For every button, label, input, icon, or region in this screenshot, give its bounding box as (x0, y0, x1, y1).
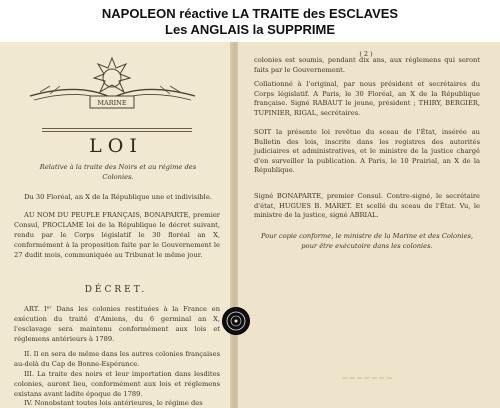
right-paragraph-3: SOIT la présente loi revêtue du sceau de l'État, insérée au Bulletin des lois, inscrite dans les registres des autorités judiciaires et administratives, et le ministre de la justice chargé d'en surveiller la publication. A Paris, le 10 Prairial, an X de la République. (254, 128, 480, 174)
right-paragraph-4: Signé BONAPARTE, premier Consul. Contre-signé, le secrétaire d'état, HUGUES B. MARET. Et scellé du sceau de l'État. Vu, le ministre de la justice, signé ABRIAL. (254, 192, 480, 219)
library-stamp-icon (222, 307, 250, 335)
rule-top (42, 128, 192, 129)
document-scan (0, 42, 500, 408)
right-paragraph-1: colonies est soumis, pendant dix ans, aux réglemens qui seront faits par le Gouvernement. (254, 56, 480, 74)
right-page (238, 42, 500, 408)
caption-line-2: Les ANGLAIS la SUPPRIME (165, 22, 335, 37)
caption-line-1: NAPOLEON réactive LA TRAITE des ESCLAVES (101, 6, 399, 21)
preamble-paragraph: AU NOM DU PEUPLE FRANÇAIS, BONAPARTE, premier Consul, PROCLAME loi de la République le décret suivant, rendu par le Corps législatif le 30 floréal an X, conformément à la proposition faite par le Gouvernement le 27 dudit mois, communiquée au Tribunat le même jour. (14, 211, 220, 259)
right-paragraph-2: Collationné à l'original, par nous président et secrétaires du Corps législatif. A Paris, le 30 Floréal, an X de la République française. Signé RABAUT le jeune, président ; THIRY, BERGIER, TUPINIER, RIGAL, secrétaires. (254, 80, 480, 117)
rule-bottom (42, 131, 192, 132)
faded-text: ▔▔▔▔▔▔▔ (342, 378, 394, 386)
page-number: ( 2 ) (359, 50, 373, 58)
law-dateline: Du 30 Floréal, an X de la République une et indivisible. (24, 193, 212, 201)
article-2: II. Il en sera de même dans les autres colonies françaises au-delà du Cap de Bonne-Espérance. (14, 350, 220, 368)
emblem-label: MARINE (97, 99, 127, 107)
article-1: ART. Iᵉʳ Dans les colonies restituées à la France en exécution du traité d'Amiens, du 6 germinal an X, l'esclavage sera maintenu conformément aux lois et réglemens antérieurs à 1789. (14, 305, 220, 343)
right-paragraph-5: Pour copie conforme, le ministre de la Marine et des Colonies, pour être exécutoire dans les colonies. (260, 232, 474, 250)
law-subtitle: Relative à la traite des Noirs et au régime des Colonies. (39, 163, 197, 181)
left-page (0, 42, 232, 408)
marine-emblem-icon (20, 52, 205, 112)
article-4: IV. Nonobstant toutes lois antérieures, le régime des (24, 399, 203, 407)
article-3: III. La traite des noirs et leur importation dans lesdites colonies, auront lieu, conformément aux lois et réglemens existans avant ladite époque de 1789. (14, 370, 220, 398)
decret-heading: DÉCRET. (84, 285, 148, 295)
law-title: LOI (89, 135, 143, 157)
